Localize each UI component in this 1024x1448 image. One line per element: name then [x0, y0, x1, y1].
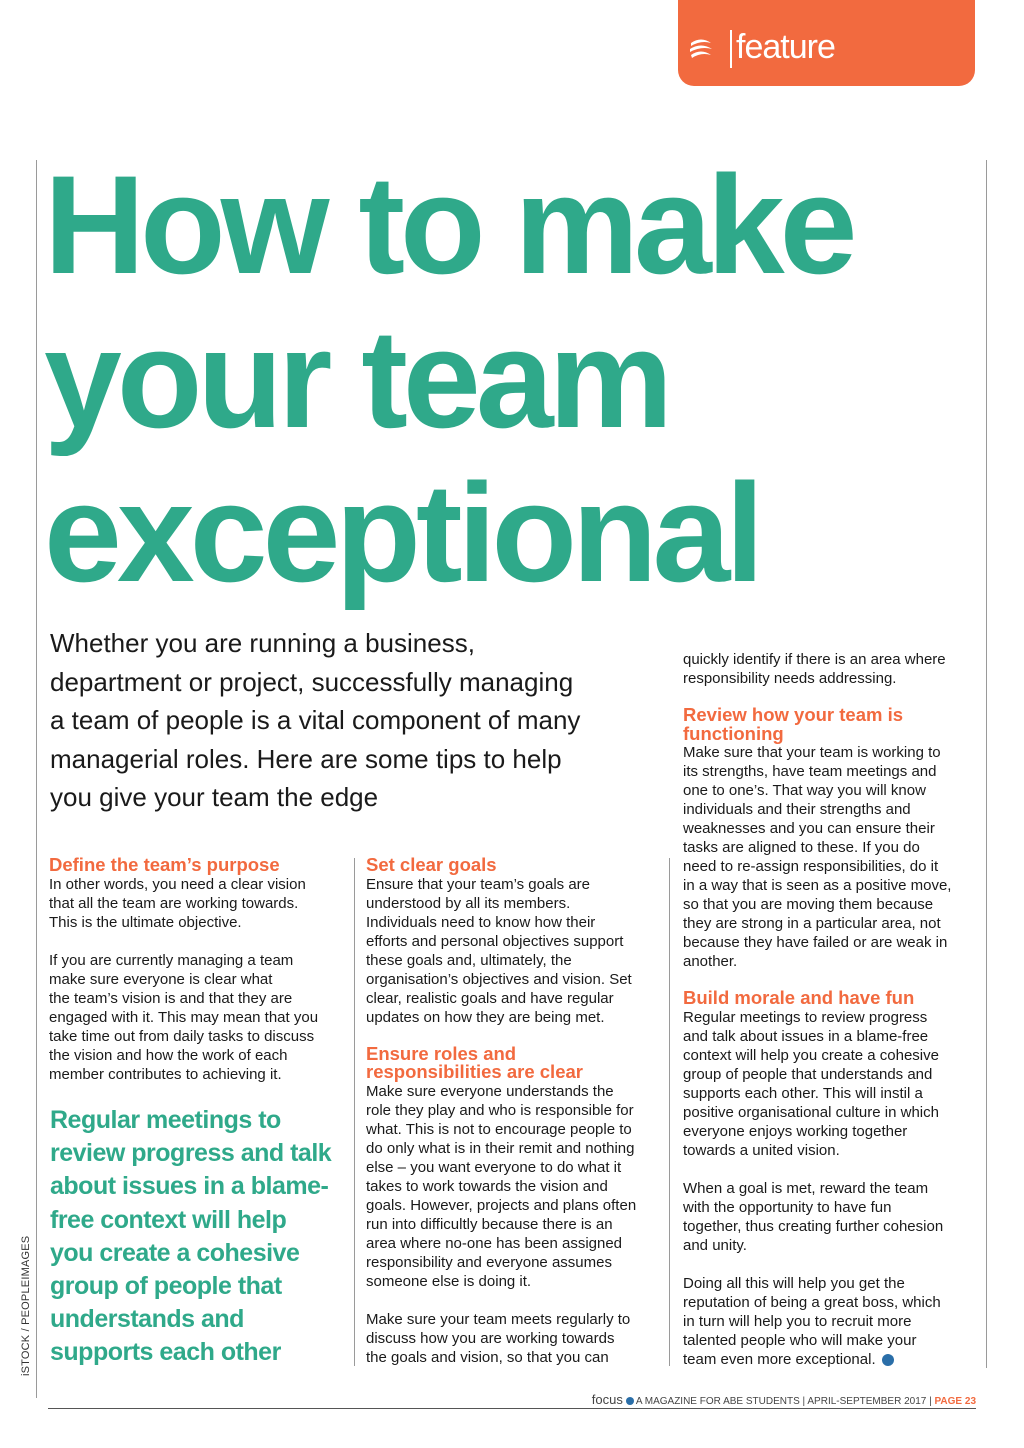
pull-quote-line: supports each other [50, 1338, 281, 1367]
headline [44, 148, 984, 610]
intro-line: Whether you are running a business, [50, 628, 475, 658]
column-1 [49, 856, 349, 1084]
footer-brand: focus [591, 1392, 623, 1407]
footer-issue: APRIL-SEPTEMBER 2017 [807, 1396, 927, 1407]
section-heading-review: Review how your team is functioning [683, 704, 904, 744]
morale-paragraph-1: Regular meetings to review progress and talk about issues in a blame-free context will help you create a cohesive group of people that understands and supports each other. This will instil a positive organisational culture in which everyone enjoys working together towards a united vision. [683, 1008, 939, 1159]
morale-paragraph-2: When a goal is met, reward the team with the opportunity to have fun together, thus creating further cohesion and unity. [683, 1179, 944, 1254]
pull-quote-line: understands and [50, 1305, 244, 1334]
footer-magazine: A MAGAZINE FOR ABE STUDENTS [635, 1396, 800, 1407]
column-divider-1 [354, 858, 355, 1366]
footer-rule [48, 1408, 976, 1409]
morale-paragraph-3: Doing all this will help you get the reputation of being a great boss, which in turn will help you to recruit more talented people who will make your team even more exceptional. [683, 1274, 941, 1368]
pull-quote [50, 1104, 350, 1370]
abe-swirl-icon [686, 34, 716, 64]
section-heading-roles: Ensure roles and responsibilities are clear [366, 1042, 583, 1082]
end-mark-icon [882, 1354, 894, 1366]
purpose-paragraph-1: In other words, you need a clear vision that all the team are working towards. This is the ultimate objective. [49, 875, 306, 931]
column-2 [366, 856, 666, 1367]
headline-line: your team [44, 300, 669, 457]
roles-paragraph-2: Make sure your team meets regularly to discuss how you are working towards the goals and vision, so that you can [366, 1310, 631, 1366]
intro-line: you give your team the edge [50, 782, 379, 812]
headline-line: exceptional [44, 454, 760, 611]
pull-quote-line: free context will help [50, 1205, 287, 1234]
pull-quote-line: you create a cohesive [50, 1238, 300, 1267]
page-number: PAGE 23 [934, 1396, 976, 1407]
tab-separator [730, 30, 732, 68]
section-heading-goals: Set clear goals [366, 854, 497, 875]
headline-line: How to make [44, 146, 853, 303]
photo-credit: iSTOCK / PEOPLEIMAGES [20, 1235, 32, 1376]
pull-quote-line: Regular meetings to [50, 1106, 281, 1134]
section-label: feature [736, 28, 835, 66]
left-margin-rule [36, 160, 37, 1398]
section-heading-purpose: Define the team’s purpose [49, 854, 280, 875]
review-paragraph: Make sure that your team is working to its strengths, have team meetings and one to one’s. That way you will know individuals and their strengths and weaknesses and you can ensure their tasks are aligned to these. If you do need to re-assign responsibilities, do it in a way that is seen as a positive move, so that you are moving them because they are strong in a particular area, not because they have failed or are weak in another. [683, 744, 952, 970]
section-heading-morale: Build morale and have fun [683, 987, 915, 1008]
roles-paragraph-1: Make sure everyone understands the role they play and who is responsible for what. This is not to encourage people to do only what is in their remit and nothing else – you want everyone to do what it takes to work towards the vision and goals. However, projects and plans often run into difficultly because there is an area where no-one has been assigned responsibility and everyone assumes someone else is doing it. [366, 1082, 637, 1290]
intro-line: a team of people is a vital component of many [50, 705, 581, 735]
pull-quote-line: group of people that [50, 1272, 282, 1301]
pull-quote-line: about issues in a blame- [50, 1172, 329, 1201]
column-3 [683, 650, 983, 1369]
intro-standfirst [50, 624, 630, 817]
section-tab [678, 0, 975, 86]
intro-line: department or project, successfully managing [50, 666, 574, 697]
footer-dot-icon [626, 1397, 634, 1405]
roles-paragraph-2-continued: quickly identify if there is an area where responsibility needs addressing. [683, 651, 946, 687]
column-divider-2 [669, 858, 670, 1366]
goals-paragraph: Ensure that your team’s goals are understood by all its members. Individuals need to know how their efforts and personal objectives support these goals and, ultimately, the organisation’s objectives and vision. Set clear, realistic goals and have regular updates on how they are being met. [366, 875, 632, 1026]
right-margin-rule [986, 160, 987, 1368]
page-footer: focus A MAGAZINE FOR ABE STUDENTS | APRIL-SEPTEMBER 2017 | PAGE 23 [591, 1392, 976, 1407]
purpose-paragraph-2: If you are currently managing a team make sure everyone is clear what the team’s vision is and that they are engaged with it. This may mean that you take time out from daily tasks to discuss the vision and how the work of each member contributes to achieving it. [49, 951, 319, 1083]
intro-line: managerial roles. Here are some tips to help [50, 743, 562, 774]
pull-quote-line: review progress and talk [50, 1139, 332, 1168]
